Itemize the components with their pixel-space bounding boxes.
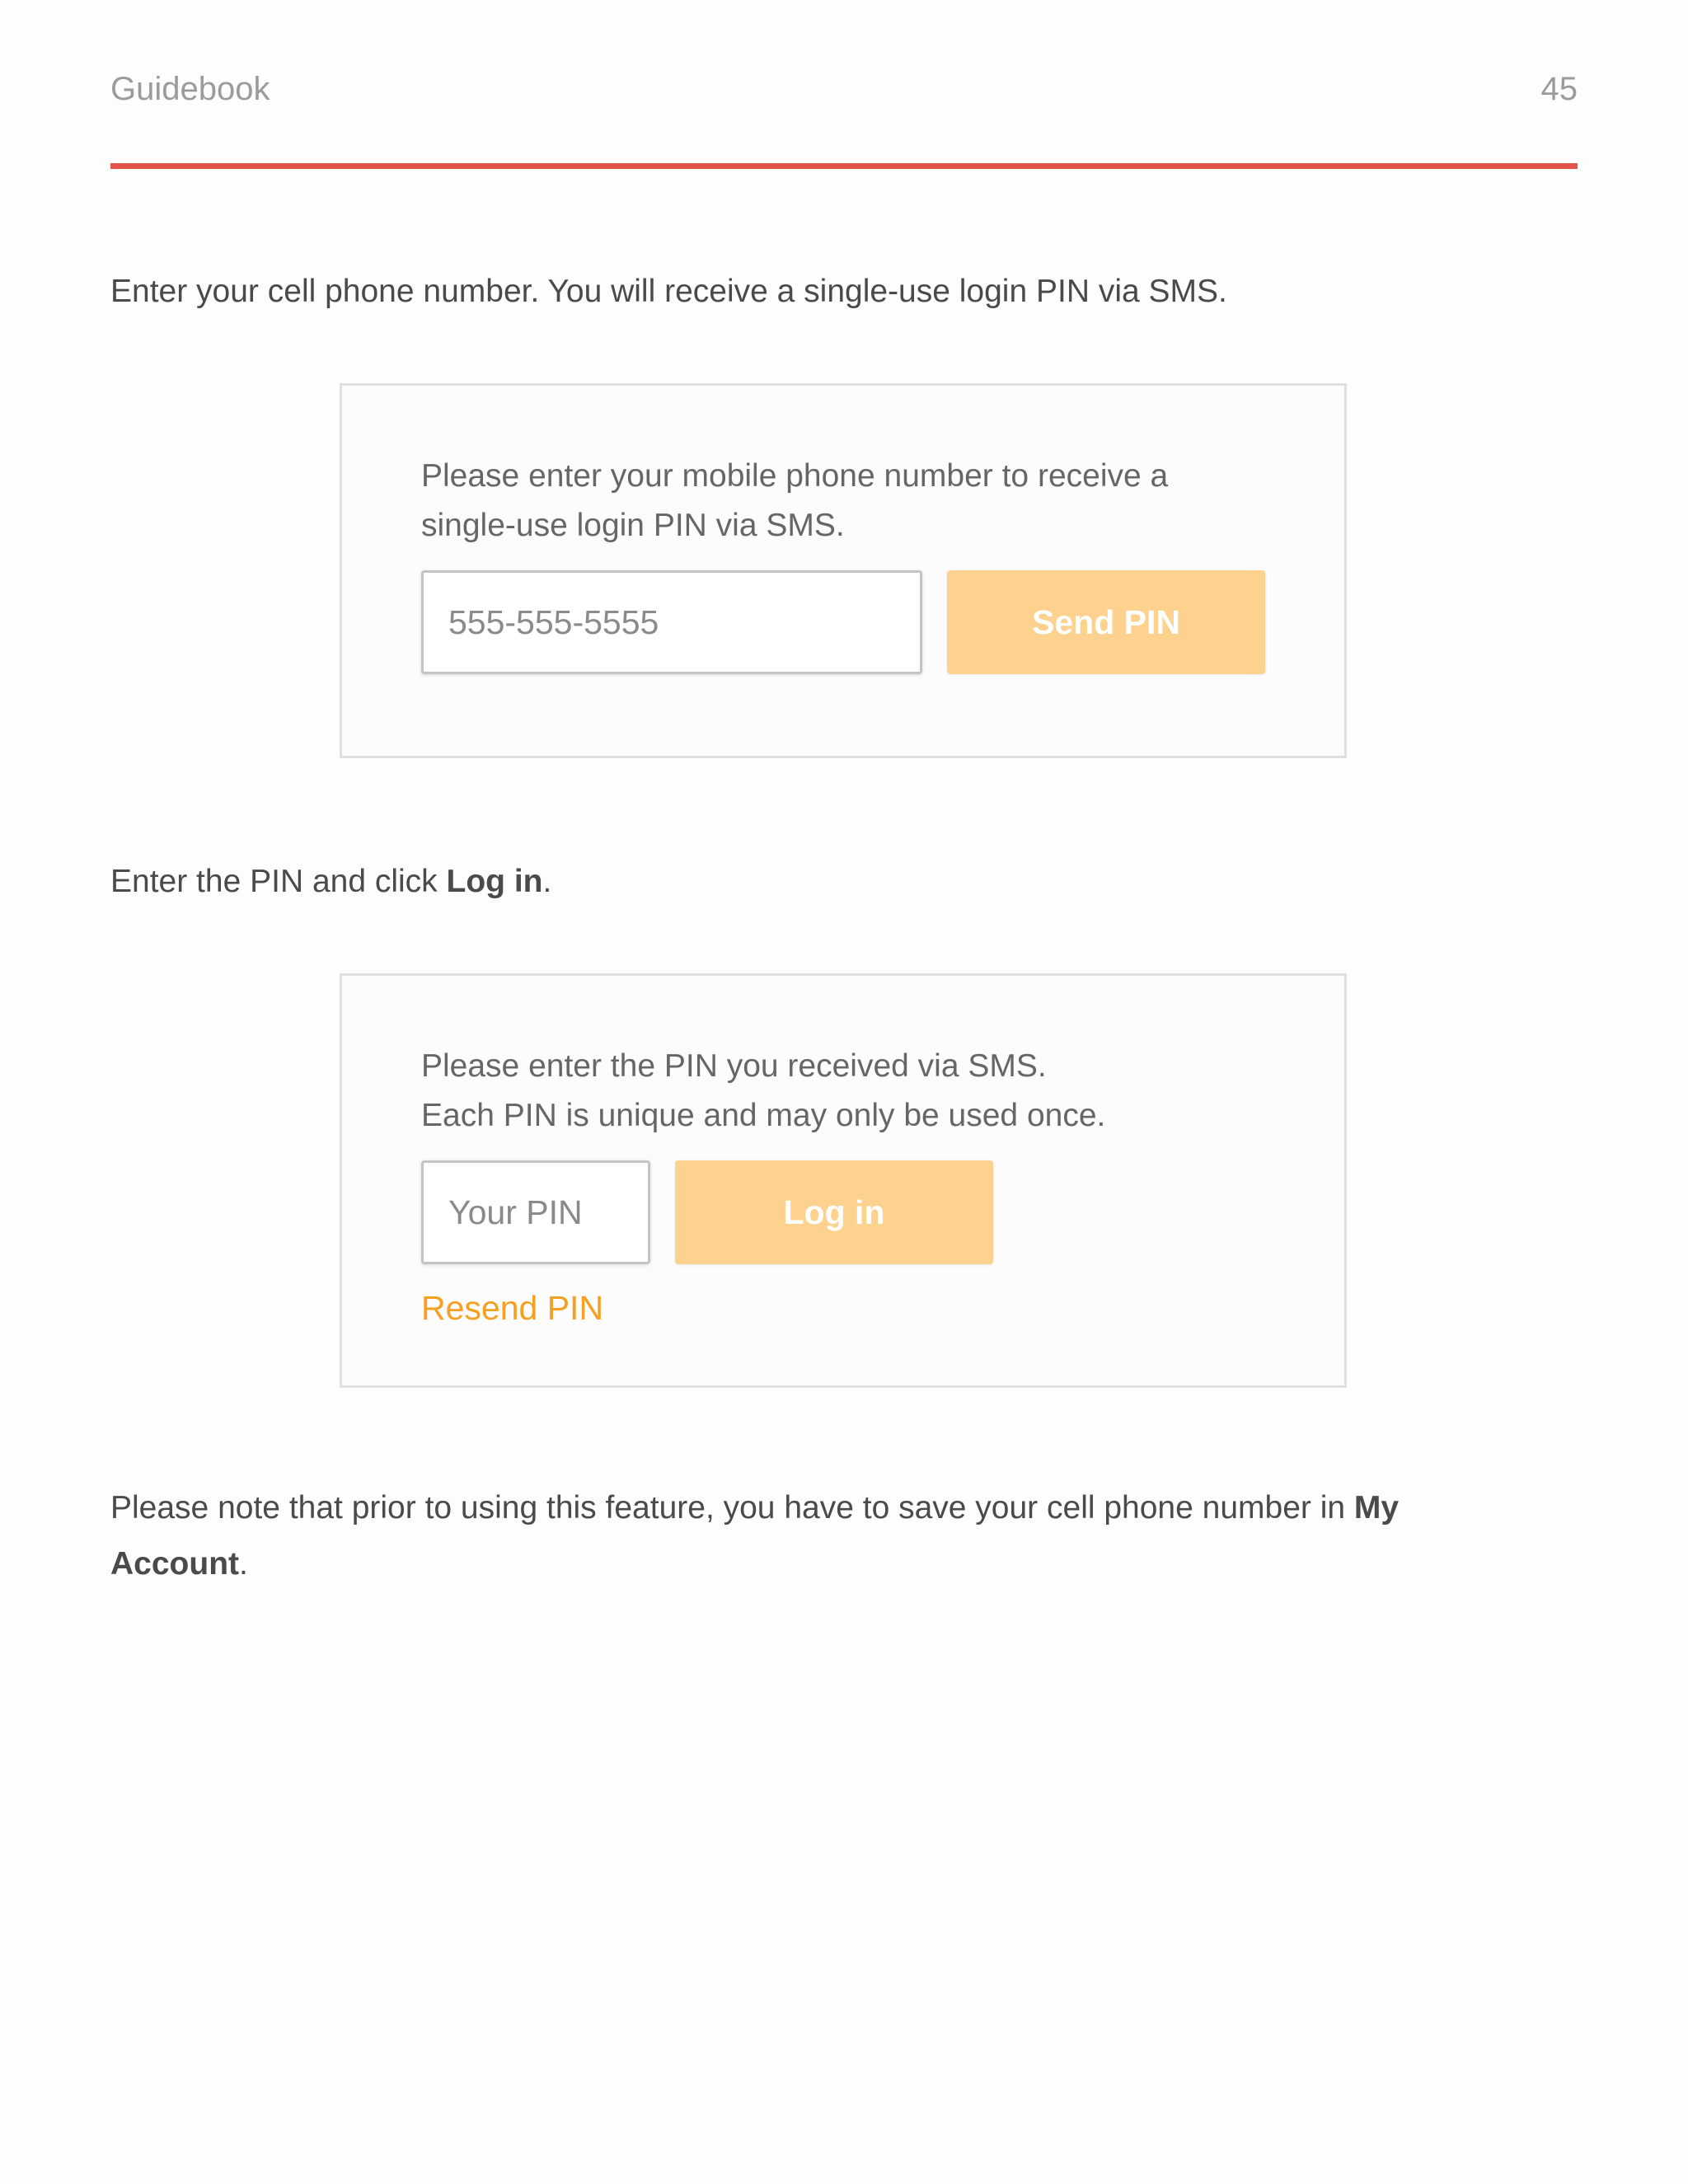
pin-form-line-2: Each PIN is unique and may only be used once.	[421, 1098, 1106, 1133]
phone-form-line-2: single-use login PIN via SMS.	[421, 508, 845, 543]
instruction-phone-text: Enter your cell phone number. You will receive a single-use login PIN via SMS.	[110, 274, 1227, 309]
header-divider	[110, 163, 1578, 169]
phone-number-input[interactable]	[421, 570, 922, 674]
instruction-pin	[110, 854, 551, 910]
account-note	[110, 1480, 1528, 1592]
document-title: Guidebook	[110, 71, 270, 107]
instruction-phone	[110, 264, 1227, 320]
page-header	[110, 71, 1578, 114]
resend-pin-link[interactable]: Resend PIN	[421, 1289, 604, 1327]
pin-form-line-1: Please enter the PIN you received via SMS.	[421, 1048, 1047, 1084]
pin-form-description	[421, 1042, 1278, 1141]
instruction-pin-emphasis: Log in	[446, 864, 543, 899]
account-note-text: Please note that prior to using this feature, you have to save your cell phone number in	[110, 1490, 1354, 1526]
send-pin-button[interactable]: Send PIN	[947, 570, 1265, 674]
instruction-pin-end: .	[542, 864, 552, 899]
phone-form-line-1: Please enter your mobile phone number to receive a	[421, 458, 1169, 494]
phone-form-screenshot	[340, 383, 1347, 758]
phone-form-description	[421, 452, 1278, 551]
pin-form-screenshot	[340, 973, 1347, 1388]
log-in-button[interactable]: Log in	[675, 1160, 993, 1264]
my-account-emphasis: My Account	[110, 1490, 1400, 1582]
page-number: 45	[1540, 71, 1578, 107]
pin-input[interactable]	[421, 1160, 650, 1264]
instruction-pin-text: Enter the PIN and click	[110, 864, 447, 899]
account-note-end: .	[239, 1546, 248, 1582]
